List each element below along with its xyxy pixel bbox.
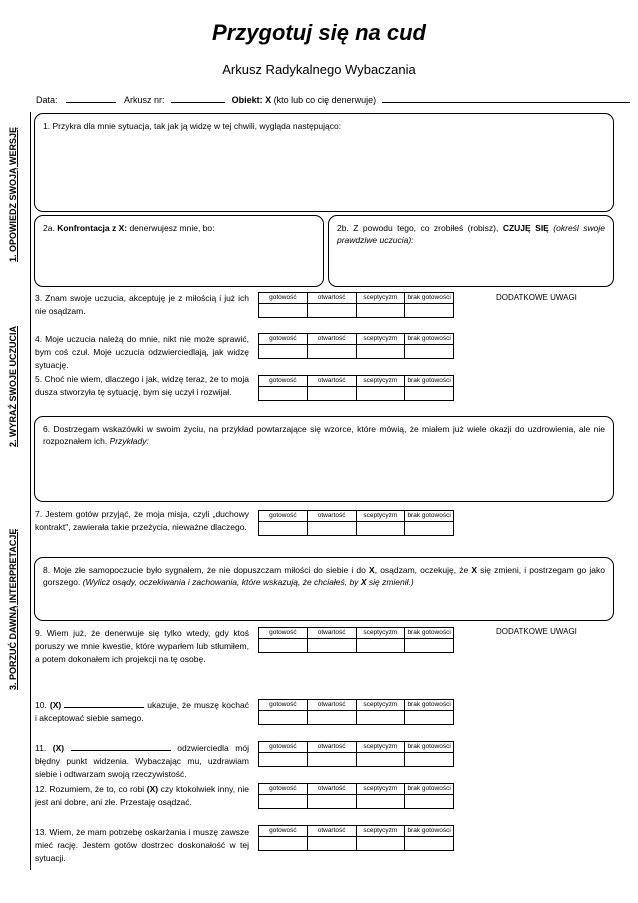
rating-grid-12[interactable] [258,783,454,809]
item-2b-prefix: 2b. Z powodu tego, co zrobiłeś (robisz), [337,223,503,233]
item-2a-bold: Konfrontacja z X: [57,223,128,233]
header-fields [36,94,630,105]
header-openness: otwartość [308,334,357,344]
cell[interactable] [259,345,308,358]
item-2b-bold: CZUJĘ SIĘ [502,223,549,233]
header-readiness: gotowość [259,784,308,794]
item-11-blank[interactable] [71,742,171,751]
cell[interactable] [259,837,308,850]
cell[interactable] [405,711,453,724]
section-2-label: 2. WYRAŹ SWOJE UCZUCIA [8,325,18,447]
object-hint: (kto lub co cię denerwuje) [273,95,377,105]
rating-grid-header [258,825,454,837]
sheet-number-label: Arkusz nr: [124,95,165,105]
header-readiness: gotowość [259,376,308,386]
item-10-x: (X) [49,700,62,710]
rating-grid-header [258,741,454,753]
item-5-text: 5. Choć nie wiem, dlaczego i jak, widzę teraz, że to moja dusza stworzyła tę sytuację, bym się uczył i rozwijał. [35,374,249,397]
header-readiness: gotowość [259,742,308,752]
cell[interactable] [308,837,357,850]
cell[interactable] [259,711,308,724]
cell[interactable] [308,522,357,535]
header-skepticism: sceptycyzm [357,742,406,752]
item-2a-rest: denerwujesz mnie, bo: [127,223,215,233]
cell[interactable] [308,753,357,766]
header-openness: otwartość [308,376,357,386]
item-11-x: (X) [52,743,65,753]
cell[interactable] [308,639,357,652]
date-label: Data: [36,95,58,105]
cell[interactable] [405,522,453,535]
cell[interactable] [259,795,308,808]
cell[interactable] [405,795,453,808]
item-8-x2: X [471,565,478,575]
item-10-rest: ukazuje, że muszę kochać i akceptować siebie samego. [35,700,249,723]
item-12-text [35,783,249,809]
item-2b-box[interactable] [328,215,614,287]
header-not-ready: brak gotowości [407,294,451,301]
rating-grid-row[interactable] [258,753,454,767]
item-6-examples: Przykłady: [107,436,149,446]
item-2a-box[interactable] [34,215,324,287]
rating-grid-header [258,699,454,711]
rating-grid-row[interactable] [258,837,454,851]
rating-grid-5[interactable] [258,375,454,401]
header-openness: otwartość [308,511,357,521]
item-11-text [35,742,249,781]
header-not-ready: brak gotowości [407,701,451,708]
cell[interactable] [357,345,406,358]
item-8-x: X [369,565,375,575]
item-8-italic: (Wylicz osądy, oczekiwania i zachowania, które wskazują, że chciałeś, by [80,577,361,587]
header-skepticism: sceptycyzm [357,376,406,386]
item-8-text-b: , osądzam, oczekuję, że [374,565,472,575]
header-readiness: gotowość [259,293,308,303]
sheet-number-field[interactable] [171,94,225,103]
extra-notes-label-2: DODATKOWE UWAGI [496,627,577,636]
cell[interactable] [259,304,308,317]
cell[interactable] [405,639,453,652]
item-9-text: 9. Wiem już, że denerwuje się tylko wtedy, gdy ktoś poruszy we mnie kwestie, które wyparłem lub stłumiłem, a potem dokonałem ich projekcji na tę osobę. [35,628,249,664]
cell[interactable] [357,837,406,850]
cell[interactable] [259,387,308,400]
rating-grid-row[interactable] [258,345,454,359]
header-skepticism: sceptycyzm [357,784,406,794]
rating-grid-13[interactable] [258,825,454,851]
rating-grid-header [258,292,454,304]
item-12-x: (X) [146,784,159,794]
header-openness: otwartość [308,628,357,638]
header-openness: otwartość [308,784,357,794]
item-2b-italic: (określ swoje prawdziwe uczucia): [337,223,605,245]
item-11-rest: odzwierciedla mój błędny punkt widzenia. Wybaczając mu, uzdrawiam siebie i odtwarzam swoją rzeczywistość. [35,743,249,779]
item-8-italic-x: X [360,577,367,587]
rating-grid-3[interactable] [258,292,454,318]
header-skepticism: sceptycyzm [357,826,406,836]
header-not-ready: brak gotowości [407,629,451,636]
header-openness: otwartość [308,700,357,710]
item-8-text-a: 8. Moje złe samopoczucie było sygnałem, że nie dopuszczam miłości do siebie i do [43,565,370,575]
header-readiness: gotowość [259,700,308,710]
header-openness: otwartość [308,826,357,836]
rating-grid-header [258,627,454,639]
rating-grid-10[interactable] [258,699,454,725]
item-10-blank[interactable] [64,699,144,708]
header-not-ready: brak gotowości [407,827,451,834]
cell[interactable] [405,304,453,317]
rating-grid-header [258,375,454,387]
item-3-text: 3. Znam swoje uczucia, akceptuję je z miłością i już ich nie osądzam. [35,293,249,316]
header-skepticism: sceptycyzm [357,293,406,303]
cell[interactable] [357,639,406,652]
item-4-text: 4. Moje uczucia należą do mnie, nikt nie może sprawić, bym coś czuł. Moje uczucia odzwierciedlają, jak widzę sytuację. [35,334,249,370]
object-field[interactable] [382,94,630,103]
date-field[interactable] [66,94,116,103]
cell[interactable] [357,795,406,808]
header-not-ready: brak gotowości [407,335,451,342]
cell[interactable] [259,753,308,766]
rating-grid-9[interactable] [258,627,454,653]
section-3-label: 3. PORZUĆ DAWNĄ INTERPRETACJĘ [8,528,18,690]
rating-grid-row[interactable] [258,711,454,725]
rating-grid-row[interactable] [258,387,454,401]
item-2a-prefix: 2a. [43,223,58,233]
rating-grid-header [258,333,454,345]
cell[interactable] [308,304,357,317]
page-subtitle: Arkusz Radykalnego Wybaczania [222,62,416,77]
rating-grid-4[interactable] [258,333,454,359]
rating-grid-11[interactable] [258,741,454,767]
cell[interactable] [405,837,453,850]
header-not-ready: brak gotowości [407,512,451,519]
extra-notes-label-1: DODATKOWE UWAGI [496,293,577,302]
item-8-text-c: się zmieni, i postrzegam go jako gorszego. [43,565,606,587]
section-1-label: 1. OPOWIEDZ SWOJĄ WERSJĘ [8,126,18,262]
cell[interactable] [357,304,406,317]
cell[interactable] [357,387,406,400]
header-readiness: gotowość [259,826,308,836]
header-readiness: gotowość [259,511,308,521]
header-skepticism: sceptycyzm [357,628,406,638]
item-12-text-a: 12. Rozumiem, że to, co robi [35,784,147,794]
item-10-text [35,699,249,725]
header-not-ready: brak gotowości [407,785,451,792]
rating-grid-row[interactable] [258,522,454,536]
item-12-text-b: czy ktokolwiek inny, nie jest ani dobre, ani złe. Przestaję osądzać. [35,784,249,807]
cell[interactable] [357,711,406,724]
header-skepticism: sceptycyzm [357,334,406,344]
cell[interactable] [308,387,357,400]
header-openness: otwartość [308,293,357,303]
header-readiness: gotowość [259,628,308,638]
item-1-box[interactable] [34,113,614,212]
cell[interactable] [308,795,357,808]
side-divider [30,112,31,870]
item-6-box[interactable] [34,416,614,502]
rating-grid-header [258,510,454,522]
header-readiness: gotowość [259,334,308,344]
cell[interactable] [405,345,453,358]
item-7-text: 7. Jestem gotów przyjąć, że moja misja, czyli „duchowy kontrakt", zawierała takie przeżycia, nieważne dlaczego. [35,509,249,532]
item-11-number: 11. [35,743,53,753]
item-8-box[interactable] [34,557,614,621]
cell[interactable] [259,639,308,652]
rating-grid-7[interactable] [258,510,454,536]
item-8-italic-end: się zmienił.) [366,577,414,587]
header-skepticism: sceptycyzm [357,700,406,710]
rating-grid-header [258,783,454,795]
header-not-ready: brak gotowości [407,377,451,384]
item-10-number: 10. [35,700,50,710]
header-openness: otwartość [308,742,357,752]
page-title: Przygotuj się na cud [212,20,426,45]
header-skepticism: sceptycyzm [357,511,406,521]
rating-grid-row[interactable] [258,795,454,809]
object-label: Obiekt: X [231,95,272,105]
cell[interactable] [308,345,357,358]
cell[interactable] [357,522,406,535]
cell[interactable] [259,522,308,535]
rating-grid-row[interactable] [258,304,454,318]
cell[interactable] [405,753,453,766]
item-13-text: 13. Wiem, że mam potrzebę oskarżania i muszę zawsze mieć rację. Jestem gotów dostrzec doskonałość w tej sytuacji. [35,827,249,863]
item-1-text: 1. Przykra dla mnie sytuacja, tak jak ją widzę w tej chwili, wygląda następująco: [43,121,342,131]
cell[interactable] [357,753,406,766]
rating-grid-row[interactable] [258,639,454,653]
cell[interactable] [405,387,453,400]
item-6-text: 6. Dostrzegam wskazówki w swoim życiu, na przykład powtarzające się wzorce, które mówią, że miałem już wiele okazji do uzdrowienia, ale nie rozpoznałem ich. [43,424,605,446]
header-not-ready: brak gotowości [407,743,451,750]
cell[interactable] [308,711,357,724]
